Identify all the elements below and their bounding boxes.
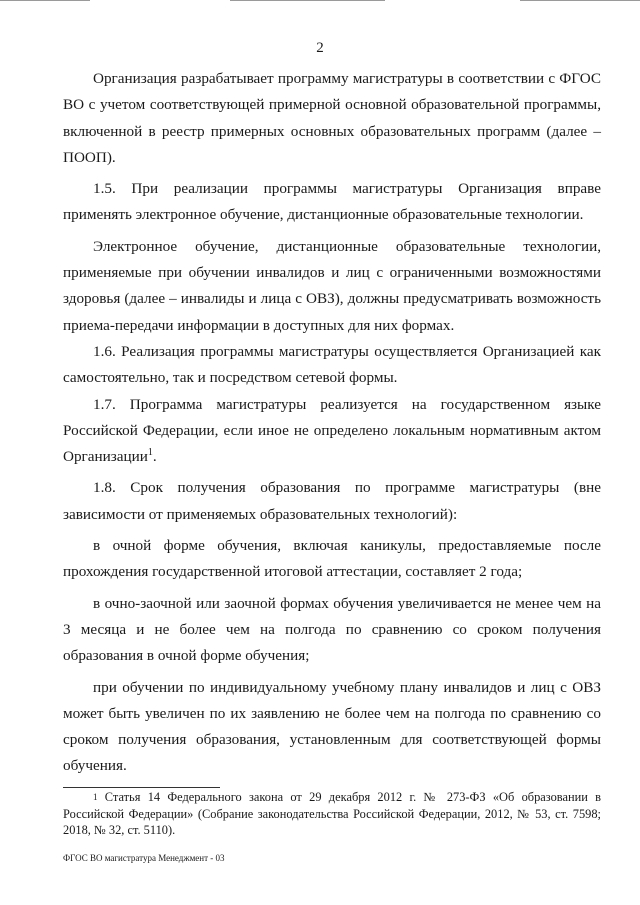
paragraph: 1.8. Срок получения образования по программе магистратуры (вне зависимости от применяемых образовательных технологий): <box>63 479 601 523</box>
paragraph: 1.5. При реализации программы магистратуры Организация вправе применять электронное обучение, дистанционные образовательные технологии. <box>63 180 601 224</box>
page-number: 2 <box>316 40 324 56</box>
footnote-separator <box>63 787 220 788</box>
footnote <box>63 789 601 839</box>
paragraph: в очной форме обучения, включая каникулы, предоставляемые после прохождения государственной итоговой аттестации, составляет 2 года; <box>63 537 601 581</box>
paragraph-text: 1.7. Программа магистратуры реализуется на государственном языке Российской Федерации, если иное не определено локальным нормативным актом Организации <box>63 395 601 466</box>
paragraph <box>63 392 601 471</box>
footnote-reference: 1 <box>147 447 153 459</box>
footnote-text: Статья 14 Федерального закона от 29 декабря 2012 г. № 273-ФЗ «Об образовании в Российской Федерации» (Собрание законодательства Российской Федерации, 2012, № 53, ст. 7598; 2018, № 32, ст. 5110). <box>63 790 601 837</box>
footnote-marker: 1 <box>93 792 98 802</box>
page-footer: ФГОС ВО магистратура Менеджмент - 03 <box>63 853 225 863</box>
document-body <box>63 66 601 780</box>
paragraph: 1.6. Реализация программы магистратуры осуществляется Организацией как самостоятельно, так и посредством сетевой формы. <box>63 342 601 387</box>
scan-top-edge <box>0 0 640 2</box>
paragraph: Организация разрабатывает программу магистратуры в соответствии с ФГОС ВО с учетом соответствующей примерной основной образовательной программы, включенной в реестр примерных основных образовательных программ (далее – ПООП). <box>63 70 601 166</box>
paragraph: в очно-заочной или заочной формах обучения увеличивается не менее чем на 3 месяца и не более чем на полгода по сравнению со сроком получения образования в очной форме обучения; <box>63 594 601 665</box>
paragraph: при обучении по индивидуальному учебному плану инвалидов и лиц с ОВЗ может быть увеличен по их заявлению не более чем на полгода по сравнению со сроком получения образования, установленным для соответствующей формы обучения. <box>63 678 601 775</box>
paragraph: Электронное обучение, дистанционные образовательные технологии, применяемые при обучении инвалидов и лиц с ограниченными возможностями здоровья (далее – инвалиды и лица с ОВЗ), должны предусматривать возможность приема-передачи информации в доступных для них формах. <box>63 237 601 334</box>
paragraph-end: . <box>152 448 157 466</box>
